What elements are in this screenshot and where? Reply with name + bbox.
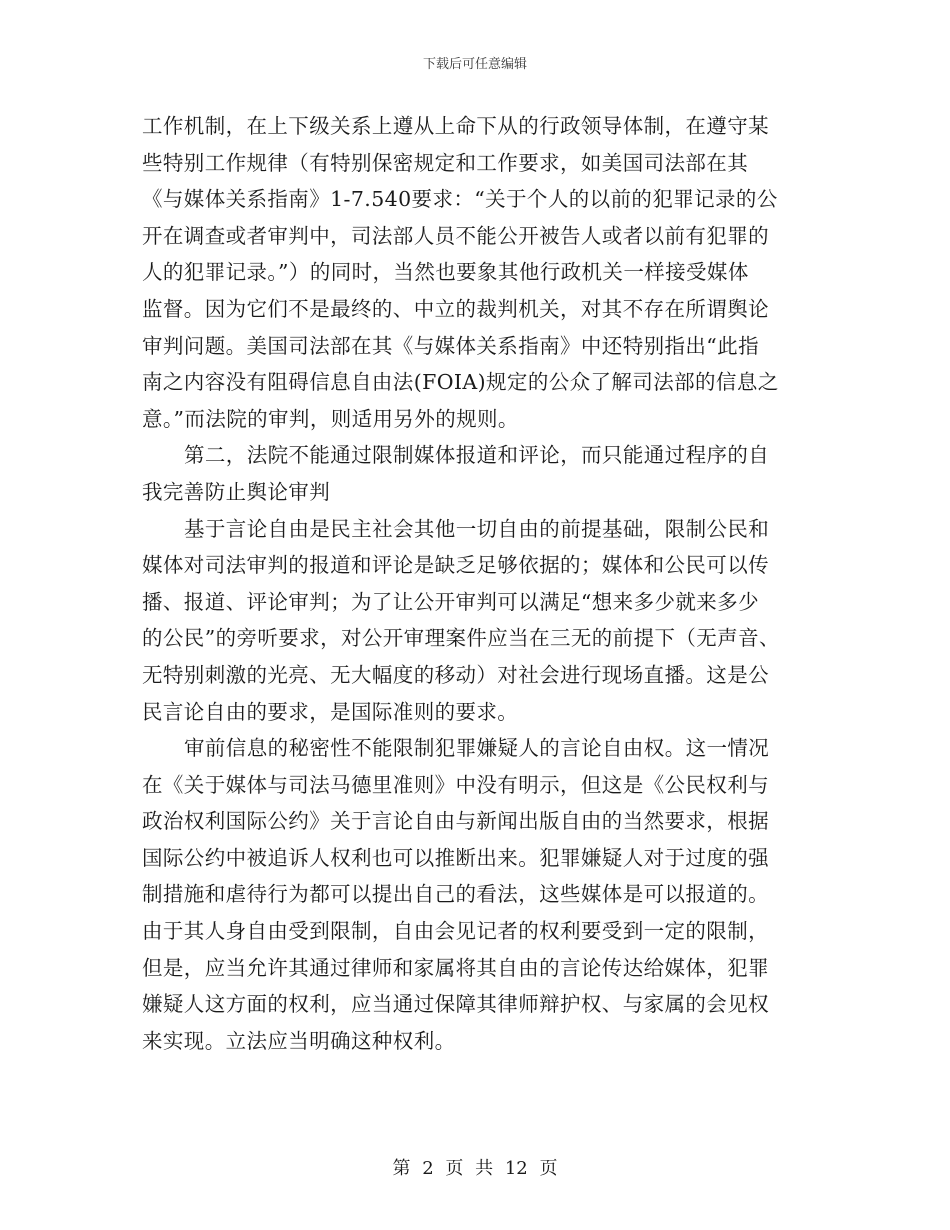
text-line: 《与媒体关系指南》1-7.540要求：“关于个人的以前的犯罪记录的公 <box>142 187 778 212</box>
text-line: 政治权利国际公约》关于言论自由与新闻出版自由的当然要求，根据 <box>142 809 769 834</box>
text-line: 在《关于媒体与司法马德里准则》中没有明示，但这是《公民权利与 <box>142 772 769 797</box>
text-line: 第二，法院不能通过限制媒体报道和评论，而只能通过程序的自 <box>184 443 770 468</box>
document-body <box>142 108 814 1059</box>
text-line: 南之内容没有阻碍信息自由法(FOIA)规定的公众了解司法部的信息之 <box>142 370 779 395</box>
text-line: 审判问题。美国司法部在其《与媒体关系指南》中还特别指出“此指 <box>142 333 759 358</box>
text-line: 审前信息的秘密性不能限制犯罪嫌疑人的言论自由权。这一情况 <box>184 736 770 761</box>
text-line: 些特别工作规律（有特别保密规定和工作要求，如美国司法部在其 <box>142 150 749 175</box>
text-line: 工作机制，在上下级关系上遵从上命下从的行政领导体制，在遵守某 <box>142 114 769 138</box>
text-line: 无特别刺激的光亮、无大幅度的移动）对社会进行现场直播。这是公 <box>142 662 769 687</box>
page-header: 下载后可任意编辑 <box>422 57 527 72</box>
text-line: 由于其人身自由受到限制，自由会见记者的权利要受到一定的限制， <box>142 919 769 944</box>
text-line: 的公民”的旁听要求，对公开审理案件应当在三无的前提下（无声音、 <box>142 626 780 651</box>
text-line: 播、报道、评论审判；为了让公开审判可以满足“想来多少就来多少 <box>142 589 759 614</box>
text-line: 国际公约中被追诉人权利也可以推断出来。犯罪嫌疑人对于过度的强 <box>142 845 769 870</box>
text-line: 监督。因为它们不是最终的、中立的裁判机关，对其不存在所谓舆论 <box>142 296 769 321</box>
text-line: 制措施和虐待行为都可以提出自己的看法，这些媒体是可以报道的。 <box>142 882 769 907</box>
text-line: 开在调查或者审判中，司法部人员不能公开被告人或者以前有犯罪的 <box>142 223 769 248</box>
text-line: 基于言论自由是民主社会其他一切自由的前提基础，限制公民和 <box>184 516 770 541</box>
text-line: 人的犯罪记录。”）的同时，当然也要象其他行政机关一样接受媒体 <box>142 260 749 285</box>
text-line: 我完善防止舆论审判 <box>142 479 331 504</box>
page-footer: 第 2 页 共 12 页 <box>392 1158 558 1179</box>
text-line: 意。”而法院的审判，则适用另外的规则。 <box>142 406 519 431</box>
text-line: 嫌疑人这方面的权利，应当通过保障其律师辩护权、与家属的会见权 <box>142 992 769 1017</box>
text-line: 来实现。立法应当明确这种权利。 <box>142 1028 456 1053</box>
text-line: 媒体对司法审判的报道和评论是缺乏足够依据的；媒体和公民可以传 <box>142 553 769 578</box>
text-line: 但是，应当允许其通过律师和家属将其自由的言论传达给媒体，犯罪 <box>142 955 769 980</box>
text-line: 民言论自由的要求，是国际准则的要求。 <box>142 699 519 724</box>
